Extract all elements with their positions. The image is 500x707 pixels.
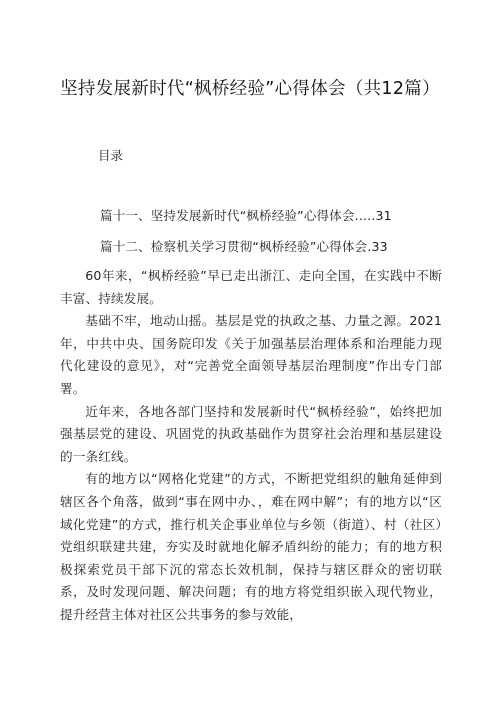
toc-heading: 目录 [98,148,124,163]
document-body [60,265,442,627]
body-paragraph: 60年来，“枫桥经验”早已走出浙江、走向全国，在实践中不断丰富、持续发展。 [60,268,442,306]
toc-item[interactable]: 篇十一、坚持发展新时代“枫桥经验”心得体会.....31 [100,208,392,223]
body-paragraph: 基础不牢，地动山摇。基层是党的执政之基、力量之源。2021年，中共中央、国务院印发《关于加强基层治理体系和治理能力现代化建设的意见》，对“完善党全面领导基层治理制度”作出专门部署。 [60,313,442,396]
document-title: 坚持发展新时代“枫桥经验”心得体会（共12篇） [60,79,440,99]
toc-item[interactable]: 篇十二、检察机关学习贯彻“枫桥经验”心得体会.33 [100,239,388,254]
body-paragraph: 近年来，各地各部门坚持和发展新时代“枫桥经验”，始终把加强基层党的建设、巩固党的执政基础作为贯穿社会治理和基层建设的一条红线。 [60,403,442,464]
body-paragraph: 有的地方以“网格化党建”的方式，不断把党组织的触角延伸到辖区各个角落，做到“事在网中办、，难在网中解”；有的地方以“区域化党建”的方式，推行机关企事业单位与乡领（街道）、村（社区）党组织联建共建，夯实及时就地化解矛盾纠纷的能力；有的地方积极探索党员干部下沉的常态长效机制，保持与辖区群众的密切联系，及时发现问题、解决问题；有的地方将党组织嵌入现代物业，提升经营主体对社区公共事务的参与效能， [60,471,442,622]
